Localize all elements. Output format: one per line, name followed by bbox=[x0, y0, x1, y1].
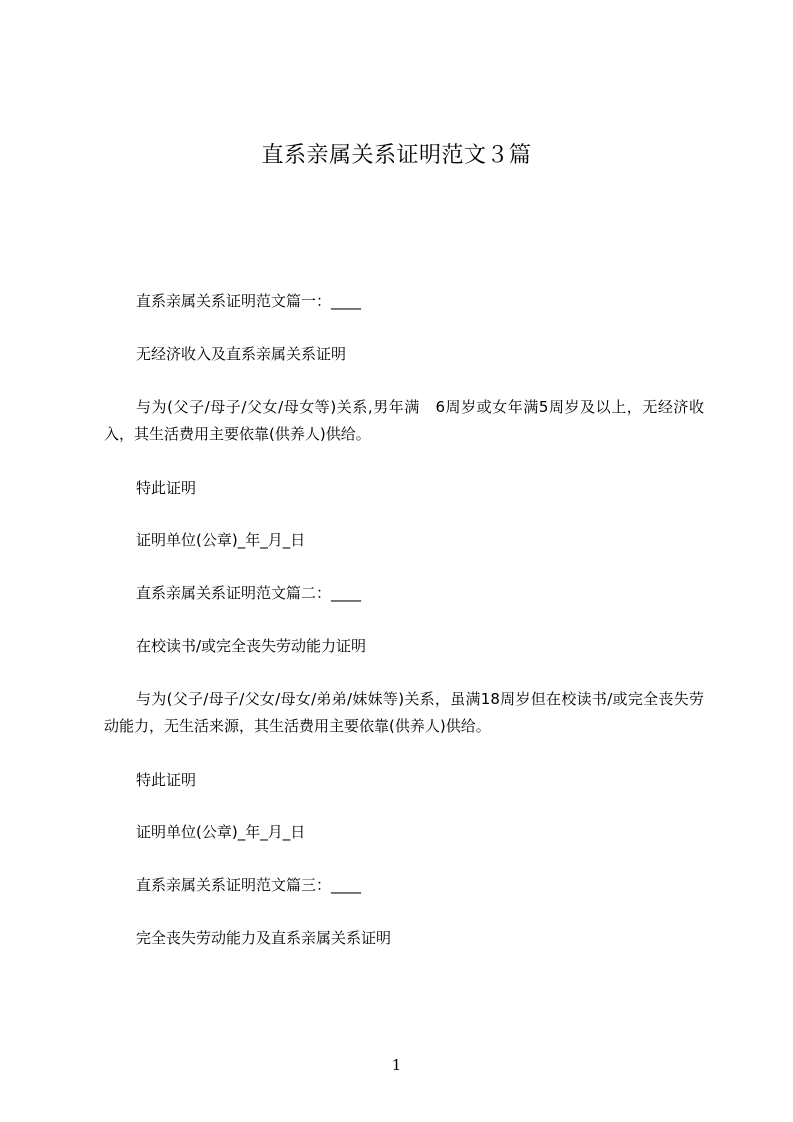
page-number: 1 bbox=[391, 1056, 402, 1074]
section-three-subtitle: 完全丧失劳动能力及直系亲属关系证明 bbox=[136, 929, 392, 947]
section-two-body: 与为(父子/母子/父女/母女/弟弟/妹妹等)关系，虽满18周岁但在校读书/或完全丧失劳动能力，无生活来源，其生活费用主要依靠(供养人)供给。 bbox=[104, 690, 704, 735]
section-two-certify: 特此证明 bbox=[136, 771, 197, 789]
section-one-signature: 证明单位(公章)_年_月_日 bbox=[136, 531, 306, 549]
section-one-body: 与为(父子/母子/父女/母女等)关系,男年满 6周岁或女年满5周岁及以上，无经济收入，其生活费用主要依靠(供养人)供给。 bbox=[104, 398, 704, 443]
section-two-subtitle: 在校读书/或完全丧失劳动能力证明 bbox=[136, 637, 367, 655]
section-one-heading: 直系亲属关系证明范文篇一：____ bbox=[136, 292, 362, 310]
section-one-subtitle: 无经济收入及直系亲属关系证明 bbox=[136, 345, 347, 363]
document-title: 直系亲属关系证明范文３篇 bbox=[261, 143, 532, 168]
section-two-heading: 直系亲属关系证明范文篇二：____ bbox=[136, 584, 362, 602]
section-three-heading: 直系亲属关系证明范文篇三：____ bbox=[136, 876, 362, 894]
section-two-signature: 证明单位(公章)_年_月_日 bbox=[136, 823, 306, 841]
section-one-certify: 特此证明 bbox=[136, 479, 197, 497]
